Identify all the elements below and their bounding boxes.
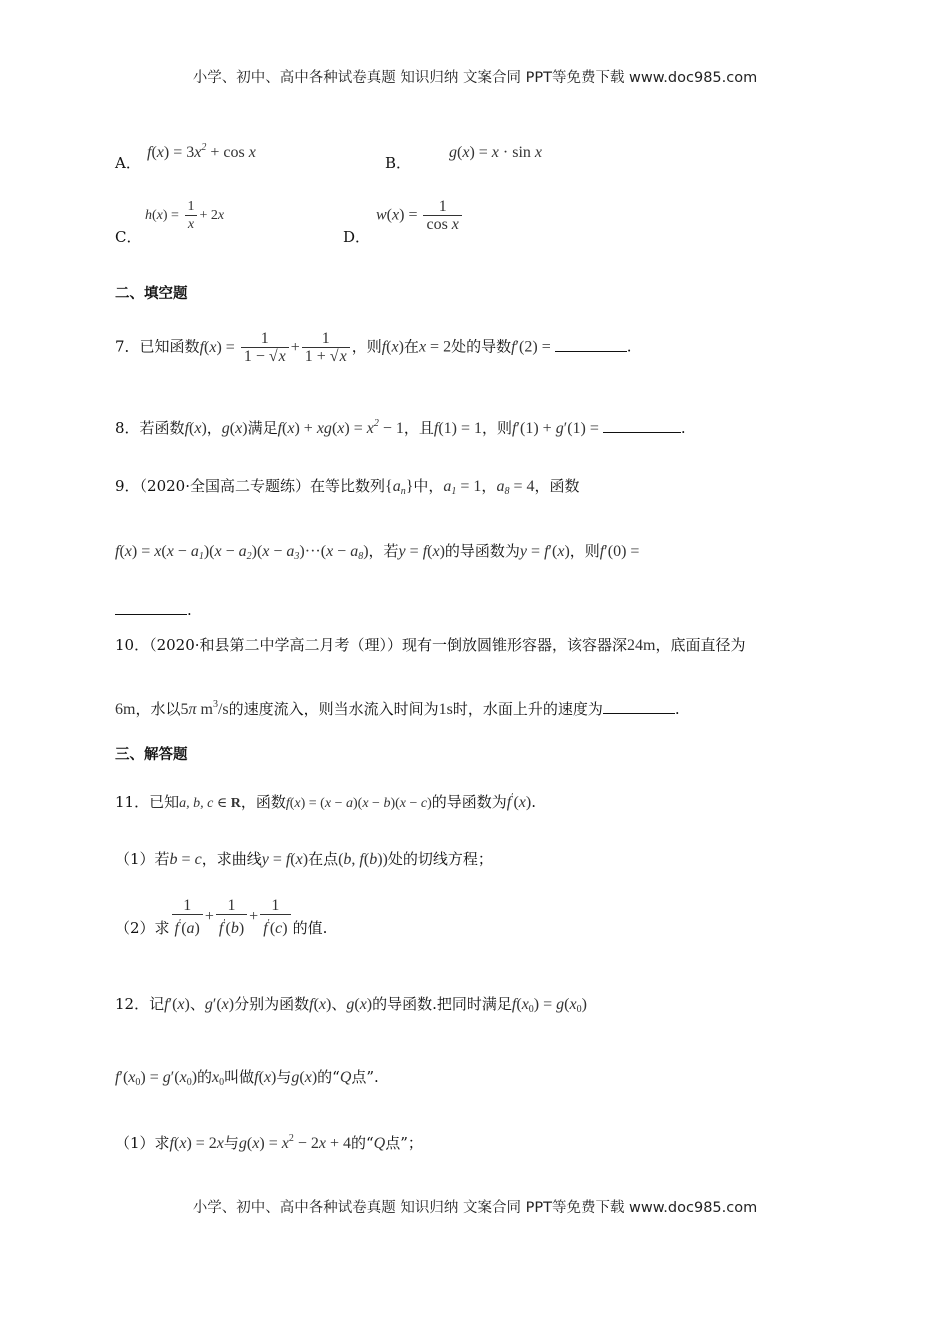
q12-p1-f: f(x) = 2x [169,1135,224,1152]
q11-p2-label: （2）求 [115,919,170,938]
option-a-label: A． [115,154,141,172]
q11-p1-point: (b, f(b)) [338,851,388,868]
q12-text-2: 、 [189,995,205,1013]
q10-source: （2020·和县第二中学高二月考（理））现有一倒放圆锥形容器，该容器深 [149,636,628,654]
question-10 [115,635,746,656]
q12-condition-2: $f'(x_0) = g'(x_0)$ [115,1069,198,1088]
q8-text: 若函数 [139,419,185,437]
q11-number: 11． [115,793,150,811]
q10-time: 1s [438,701,453,718]
q11-params: a, b, c ∈ R [179,796,241,811]
option-b [385,152,411,173]
q12-l2-text-2: 叫做 [224,1068,255,1086]
q11-p1-condition: b = c [169,851,202,868]
q9-source: （2020·全国高二专题练）在等比数列 [139,477,385,495]
q9-end: . [187,601,192,619]
option-d-label: D． [343,228,371,246]
q12-p1-text: 与 [223,1134,239,1152]
q7-point: x = 2 [418,338,452,356]
option-a-formula: $f(x) = 3x^2 + \cos x$ [147,142,256,161]
q10-answer-blank[interactable] [603,699,675,714]
q9-yprime: y = f′(x) [519,543,570,560]
q9-text-3: ，若 [368,542,399,560]
q12-fprime: f′(x) [164,996,190,1013]
q8-answer-blank[interactable] [603,418,681,433]
q12-p1-text-3: 点”； [385,1134,423,1152]
q11-p1-text-2: 在点 [308,850,339,868]
q10-text-3: 的速度流入，则当水流入时间为 [228,700,439,718]
q12-number: 12． [115,995,150,1013]
q7-text: 已知函数 [139,337,200,356]
q8-text-4: ，则 [482,419,513,437]
question-10-line-2 [115,695,680,720]
q11-p1-text: ，求曲线 [201,850,262,868]
q11-p1-text-3: 处的切线方程； [387,850,493,868]
q11-p1-label: （1）若 [115,850,170,868]
q12-p1-text-2: 的“ [351,1134,374,1152]
q8-fx: f(x) [184,420,207,437]
page-header: 小学、初中、高中各种试卷真题 知识归纳 文案合同 PPT等免费下载 www.doc985.com [192,70,758,86]
q12-fx: f(x) [309,996,332,1013]
question-12 [115,994,587,1020]
q8-gx: g(x) [221,420,248,437]
q12-q: Q [339,1069,352,1086]
q12-l2-text-5: 点”. [351,1068,379,1086]
question-9-line-3 [115,600,192,620]
option-d-formula: w(x) = $\frac{1}{\text{cos x}}$ [376,198,464,234]
q11-text: 已知 [149,793,180,811]
q7-derivative: f′(2) = [511,338,555,356]
q12-l2-fx: f(x) [254,1069,277,1086]
q9-function: $f(x) = x(x - a_1)(x - a_2)(x - a_3)\cdot\cdot\cdot(x - a_8)$ [115,543,369,562]
page-footer: 小学、初中、高中各种试卷真题 知识归纳 文案合同 PPT等免费下载 www.doc985.com [192,1200,758,1216]
option-a [115,152,141,173]
question-12-line-2 [115,1067,379,1093]
q9-target: f′(0) = [599,543,640,560]
section-solve-title: 三、解答题 [115,747,188,763]
q8-number: 8． [115,419,140,437]
q10-text-4: 时，水面上升的速度为 [452,700,603,718]
q9-sep: ， [481,477,497,495]
question-7 [115,330,632,366]
q9-text-4: 的导函数为 [444,542,520,560]
q12-p1-q: Q [373,1135,386,1152]
q12-text: 记 [149,995,165,1013]
option-c-label: C． [115,228,142,246]
question-9 [115,476,579,502]
q12-x0: $x_0$ [212,1069,225,1088]
q8-f1: f(1) = 1 [433,420,483,437]
q10-number: 10． [115,636,150,654]
q7-text-3: 在 [403,337,419,356]
option-c [115,226,141,247]
q11-derivative: f′(x) [506,792,532,811]
q7-text-2: ，则 [351,337,382,356]
question-12-part-1 [115,1129,423,1154]
q12-condition-1: $f(x_0) = g(x_0)$ [511,996,587,1015]
q8-condition: $f(x) + xg(x) = x^2 - 1$ [277,418,404,437]
q11-p2-expression: $\frac{1}{f'(a)}$ + $\frac{1}{f'(b)}$ + $\frac{1}{f'(c)}$ [170,908,293,925]
q10-rate: 5π $m^3/s$ [180,699,229,718]
q12-l2-text-4: 的“ [317,1068,340,1086]
q11-text-2: ，函数 [240,793,286,811]
q12-text-5: 的导函数.把同时满足 [372,995,512,1013]
section-fill-in-title: 二、填空题 [115,286,188,302]
q9-text-5: ，则 [569,542,600,560]
q10-text: ，底面直径为 [655,636,746,654]
q9-number: 9． [115,477,140,495]
question-9-line-2 [115,541,639,567]
q10-diameter: 6m [115,701,136,718]
q8-end: . [680,419,686,437]
q11-function: f(x) = (x − a)(x − b)(x − c) [285,796,432,811]
q12-text-3: 分别为函数 [234,995,310,1013]
q9-a1: $a_1 = 1$ [443,478,482,497]
option-d [343,226,370,247]
q10-end: . [674,700,680,718]
q8-sep: ， [206,419,222,437]
q7-answer-blank[interactable] [555,337,627,352]
q12-gprime: g′(x) [204,996,235,1013]
q9-y: y = f(x) [398,543,445,560]
option-b-label: B． [385,154,412,172]
question-11-part-2 [115,897,327,941]
q11-p1-curve: y = f(x) [261,851,309,868]
question-11-part-1 [115,849,493,870]
q7-fx: f(x) [381,338,404,356]
q10-depth: 24m [627,637,656,654]
q9-sequence: $\{a_n\}$ [385,478,414,497]
q12-l2-gx: g(x) [291,1069,318,1086]
q7-number: 7． [115,337,140,356]
q9-text-2: ，函数 [534,477,580,495]
q7-text-4: 处的导数 [451,337,512,356]
q9-a8: $a_8 = 4$ [496,478,535,497]
q9-text: 中， [413,477,444,495]
q12-l2-text: 的 [197,1068,213,1086]
option-c-formula: h(x) = $\frac{1}{x}$ + 2x [145,199,225,232]
q11-text-3: 的导函数为 [431,793,507,811]
q9-answer-blank[interactable] [115,600,187,615]
q7-end: . [626,337,632,356]
q8-text-3: ，且 [403,419,434,437]
q11-end: . [531,793,536,811]
q12-text-4: 、 [331,995,347,1013]
option-b-formula: g(x) = x · sin x [449,144,543,161]
q12-p1-label: （1）求 [115,1134,170,1152]
question-11 [115,788,536,814]
q11-p2-text: 的值. [292,919,328,938]
q10-text-2: ，水以 [135,700,181,718]
q8-text-2: 满足 [247,419,278,437]
q12-l2-text-3: 与 [276,1068,292,1086]
q8-target: f′(1) + g′(1) = [512,420,603,437]
q7-formula: f(x) = $\frac{1}{1 - √x}$ + $\frac{1}{1 + √x}$ [200,339,352,356]
question-8 [115,414,686,439]
q12-p1-g: $g(x) = x^2 - 2x + 4$ [238,1133,351,1152]
q12-gx: g(x) [346,996,373,1013]
